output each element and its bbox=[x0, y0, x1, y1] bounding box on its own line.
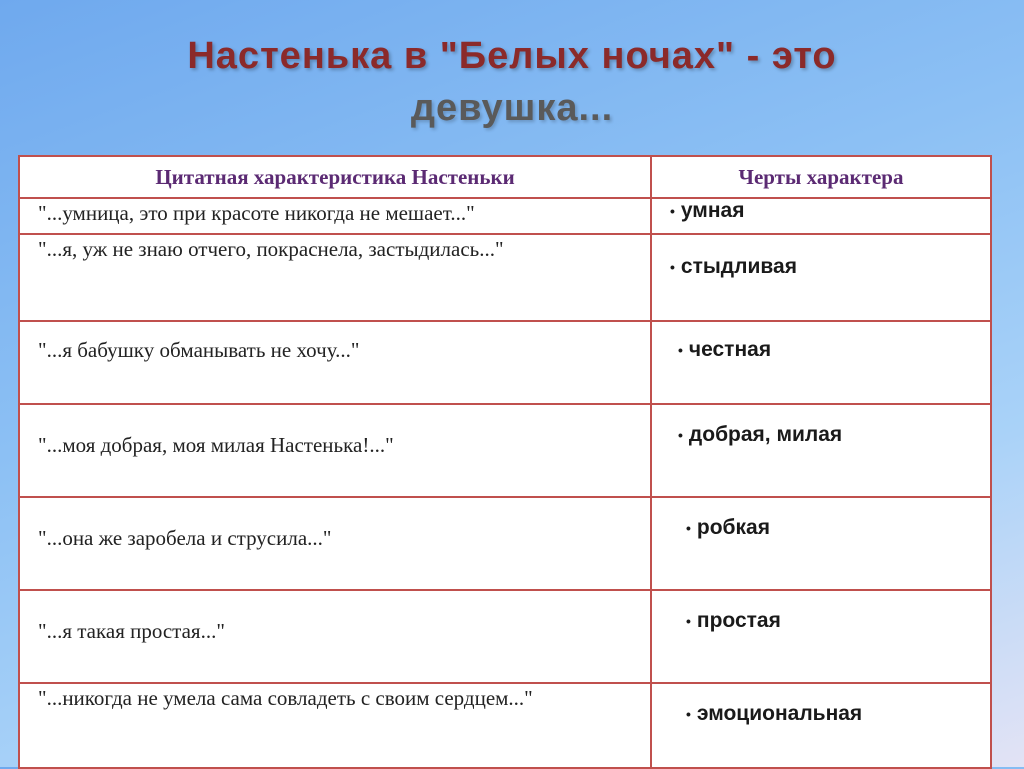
bullet-icon: • bbox=[686, 520, 691, 537]
quote-cell: "...я бабушку обманывать не хочу..." bbox=[19, 321, 651, 404]
table-row bbox=[19, 590, 991, 683]
table-row bbox=[19, 683, 991, 768]
trait-cell bbox=[651, 590, 991, 683]
quote-cell: "...я, уж не знаю отчего, покраснела, застыдилась..." bbox=[19, 234, 651, 321]
trait-cell bbox=[651, 198, 991, 234]
bullet-icon: • bbox=[678, 342, 683, 359]
trait-label: добрая, милая bbox=[688, 423, 843, 446]
trait-label: эмоциональная bbox=[696, 702, 863, 725]
bullet-icon: • bbox=[678, 427, 683, 444]
quote-cell: "...я такая простая..." bbox=[19, 590, 651, 683]
title-line-1: Настенька в "Белых ночах" - это bbox=[187, 35, 837, 77]
trait-cell bbox=[651, 497, 991, 590]
bullet-icon: • bbox=[670, 203, 675, 220]
traits-table bbox=[18, 155, 992, 769]
quote-cell: "...она же заробела и струсила..." bbox=[19, 497, 651, 590]
bullet-icon: • bbox=[686, 706, 691, 723]
quote-cell: "...моя добрая, моя милая Настенька!..." bbox=[19, 404, 651, 497]
table-header-row bbox=[19, 156, 991, 198]
bullet-icon: • bbox=[670, 259, 675, 276]
trait-cell bbox=[651, 321, 991, 404]
trait-cell bbox=[651, 234, 991, 321]
quote-cell: "...никогда не умела сама совладеть с своим сердцем..." bbox=[19, 683, 651, 768]
table-row bbox=[19, 234, 991, 321]
bullet-icon: • bbox=[686, 613, 691, 630]
table-row bbox=[19, 497, 991, 590]
trait-cell bbox=[651, 683, 991, 768]
trait-label: стыдливая bbox=[680, 255, 797, 278]
header-traits: Черты характера bbox=[651, 156, 991, 198]
slide-title bbox=[0, 30, 1024, 134]
trait-label: робкая bbox=[696, 516, 770, 539]
quote-cell: "...умница, это при красоте никогда не мешает..." bbox=[19, 198, 651, 234]
table-row bbox=[19, 321, 991, 404]
trait-cell bbox=[651, 404, 991, 497]
trait-label: умная bbox=[680, 199, 745, 222]
trait-label: простая bbox=[696, 609, 781, 632]
header-quotes: Цитатная характеристика Настеньки bbox=[19, 156, 651, 198]
table-row bbox=[19, 404, 991, 497]
title-line-2: девушка... bbox=[410, 87, 614, 129]
table-row bbox=[19, 198, 991, 234]
trait-label: честная bbox=[688, 338, 772, 361]
